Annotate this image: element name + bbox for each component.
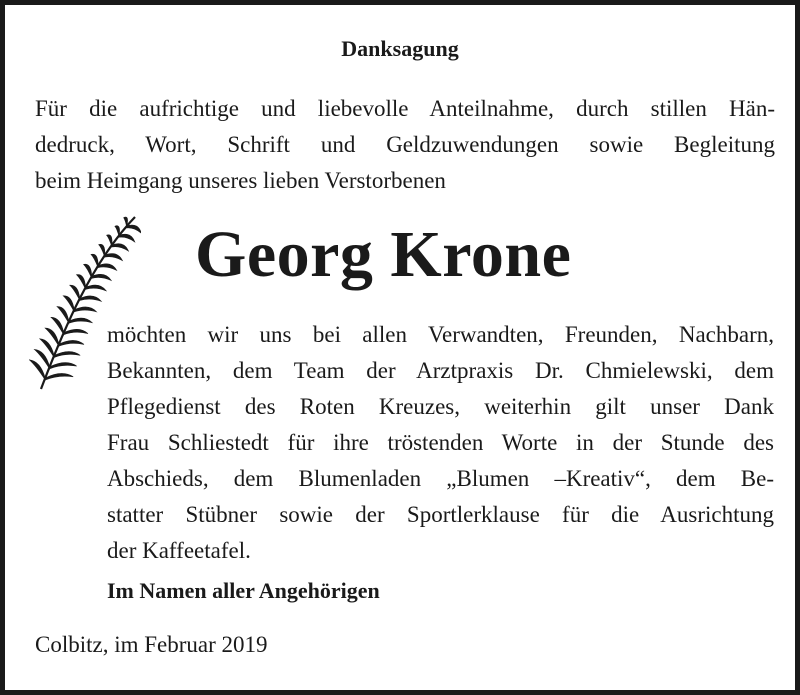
fern-leaflet xyxy=(91,254,98,267)
body-line: der Kaffeetafel. xyxy=(107,538,251,563)
fern-leaflet xyxy=(80,296,102,301)
intro-line: beim Heimgang unseres lieben Verstorbenen xyxy=(35,168,446,193)
intro-line: dedruck, Wort, Schrift und Geldzuwendungen sowie Begleitung xyxy=(35,132,775,157)
fern-leaflet xyxy=(64,329,88,334)
fern-leaflet xyxy=(50,363,77,369)
fern-leaflet xyxy=(127,225,141,233)
body-paragraph xyxy=(107,317,774,569)
fern-leaflet xyxy=(92,274,112,280)
fern-leaflet xyxy=(86,285,107,291)
fern-leaflet xyxy=(99,244,105,257)
fern-leaflet xyxy=(59,340,84,346)
intro-paragraph xyxy=(35,91,775,199)
fern-leaflet xyxy=(29,360,45,380)
fern-leaflet xyxy=(112,244,129,251)
body-line: statter Stübner sowie der Sportlerklause für die Ausrichtung xyxy=(107,502,774,527)
fern-leaflet xyxy=(70,285,80,300)
body-line: möchten wir uns bei allen Verwandten, Freunden, Nachbarn, xyxy=(107,322,774,347)
fern-leaflet xyxy=(74,307,96,312)
body-line: Abschieds, dem Blumenladen „Blumen –Kreativ“, dem Be- xyxy=(107,466,774,491)
fern-leaflet xyxy=(54,351,80,357)
notice-title: Danksagung xyxy=(341,36,459,61)
closing-line: Im Namen aller Angehörigen xyxy=(107,578,380,603)
place-date: Colbitz, im Februar 2019 xyxy=(35,632,268,657)
body-line: Frau Schliestedt für ihre tröstenden Worte in der Stunde des xyxy=(107,430,774,455)
fern-leaflet xyxy=(45,373,73,380)
fern-leaflet xyxy=(119,234,135,242)
fern-leaflet xyxy=(98,264,117,271)
fern-leaflet xyxy=(84,264,92,278)
intro-line: Für die aufrichtige und liebevolle Anteilnahme, durch stillen Hän- xyxy=(35,96,775,121)
fern-leaflet xyxy=(77,275,86,290)
fern-leaflet xyxy=(63,296,74,312)
fern-leaflet xyxy=(115,226,120,237)
fern-leaflet xyxy=(107,235,112,247)
deceased-name: Georg Krone xyxy=(195,218,572,291)
body-line: Pflegedienst des Roten Kreuzes, weiterhin gilt unser Dank xyxy=(107,394,774,419)
fern-leaflet xyxy=(69,318,92,323)
fern-leaflet xyxy=(105,254,123,261)
body-line: Bekannten, dem Team der Arztpraxis Dr. Chmielewski, dem xyxy=(107,358,774,383)
